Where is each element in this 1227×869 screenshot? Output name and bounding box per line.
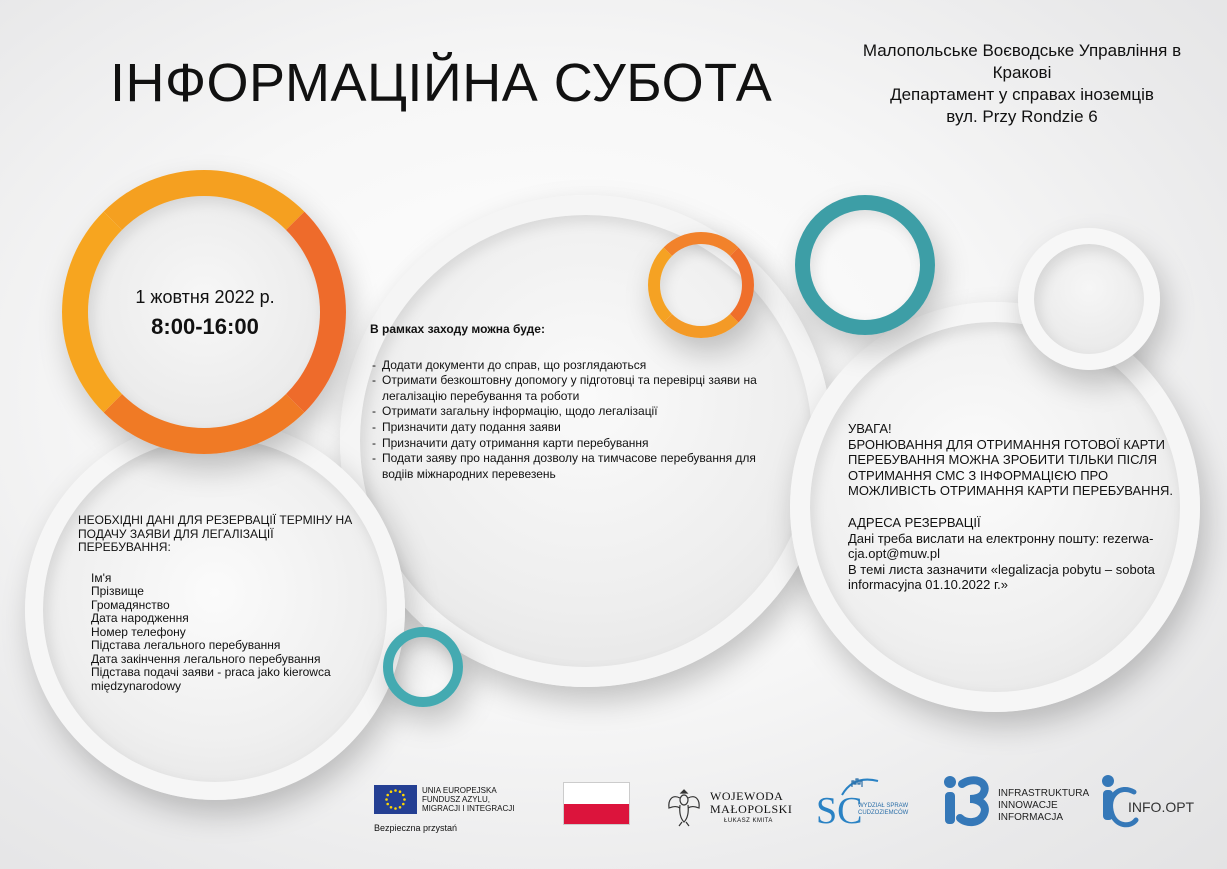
list-item: - Призначити дату отримання карти перебування — [370, 436, 772, 452]
teal-ring — [795, 195, 935, 335]
sc-logo — [816, 775, 916, 833]
notice-block — [848, 421, 1178, 593]
org-line-1: Малопольське Воєводське Управління в — [862, 41, 1182, 60]
wojewoda-text — [710, 790, 792, 816]
event-time: 8:00-16:00 — [151, 314, 259, 339]
org-line-3: Департамент у справах іноземців — [890, 85, 1154, 104]
list-item: Дата закінчення легального перебування — [91, 651, 321, 666]
small-white-ring — [1018, 228, 1160, 370]
services-heading: В рамках заходу можна буде: — [370, 322, 545, 336]
event-date-block — [90, 287, 320, 340]
list-item: - Отримати безкоштовну допомогу у підготовці та перевірці заяви на легалізацію перебування та роботи — [370, 373, 772, 404]
wojewoda-logo — [666, 786, 796, 830]
list-item: Підстава подачі заяви - praca jako kierowca międzynarodowy — [91, 665, 331, 693]
eu-line-1: UNIA EUROPEJSKA — [422, 786, 497, 795]
address-title: АДРЕСА РЕЗЕРВАЦІЇ — [848, 514, 981, 530]
required-data-block — [78, 514, 353, 693]
event-date: 1 жовтня 2022 р. — [135, 287, 275, 307]
eu-flag-icon — [374, 785, 417, 814]
list-item: Підстава легального перебування — [91, 638, 281, 652]
subject-text: В темі листа зазначити «legalizacja pobytu – sobota informacyjna 01.10.2022 г.» — [848, 561, 1155, 593]
org-line-4: вул. Przy Rondzie 6 — [946, 107, 1098, 126]
wojewoda-name: ŁUKASZ KMITA — [724, 818, 773, 824]
i3-mark-icon — [940, 774, 996, 828]
eagle-emblem-icon — [666, 786, 702, 828]
i3-line-1: INFRASTRUKTURA — [998, 788, 1090, 799]
list-item: - Подати заяву про надання дозволу на тимчасове перебування для водіів міжнародних перевезень — [370, 451, 772, 482]
eu-line-2: FUNDUSZ AZYLU, — [422, 795, 491, 804]
warning-title: УВАГА! — [848, 421, 892, 436]
eu-text — [422, 786, 532, 813]
address-text: Дані треба вислати на електронну пошту: rezerwa-cja.opt@muw.pl — [848, 530, 1154, 562]
organization-block — [842, 40, 1202, 128]
sc-text — [858, 803, 908, 817]
eu-subtitle: Bezpieczna przystań — [374, 823, 458, 833]
list-item: Ім'я — [91, 570, 112, 585]
small-teal-ring — [383, 627, 463, 707]
i3-logo — [940, 772, 1090, 828]
list-item: Прізвище — [91, 584, 144, 598]
warning-text: БРОНЮВАННЯ ДЛЯ ОТРИМАННЯ ГОТОВОЇ КАРТИ ПЕРЕБУВАННЯ МОЖНА ЗРОБИТИ ТІЛЬКИ ПІСЛЯ ОТРИМАННЯ СМС З ІНФОРМАЦІЄЮ ПРО МОЖЛИВІСТЬ ОТРИМАННЯ КАРТИ ПЕРЕБУВАННЯ. — [848, 436, 1173, 499]
eu-line-3: MIGRACJI I INTEGRACJI — [422, 804, 515, 813]
sc-line-2: CUDZOZIEMCÓW — [858, 810, 909, 816]
list-item: Громадянство — [91, 597, 170, 612]
list-item: - Додати документи до справ, що розглядаються — [370, 358, 772, 374]
org-line-2: Кракові — [992, 63, 1052, 82]
sc-line-1: WYDZIAŁ SPRAW — [858, 803, 909, 809]
info-opt-text: INFO.OPT — [1128, 799, 1195, 815]
wojewoda-line-1: WOJEWODA — [710, 789, 784, 803]
i3-line-3: INFORMACJA — [998, 812, 1063, 823]
list-item: Дата народження — [91, 611, 189, 625]
warning-block — [848, 421, 1178, 499]
sc-letters: SC — [816, 790, 863, 832]
i3-text — [998, 788, 1089, 824]
i3-line-2: INNOWACJE — [998, 800, 1058, 811]
info-opt-logo — [1098, 772, 1208, 828]
wojewoda-line-2: MAŁOPOLSKI — [710, 802, 793, 816]
page-title: ІНФОРМАЦІЙНА СУБОТА — [110, 53, 773, 113]
list-item: - Призначити дату подання заяви — [370, 420, 772, 436]
services-list — [370, 358, 772, 483]
services-block — [370, 322, 772, 482]
required-data-heading: НЕОБХІДНІ ДАНІ ДЛЯ РЕЗЕРВАЦІЇ ТЕРМІНУ НА ПОДАЧУ ЗАЯВИ ДЛЯ ЛЕГАЛІЗАЦІЇ ПЕРЕБУВАННЯ: — [78, 513, 353, 554]
list-item: Номер телефону — [91, 624, 186, 639]
polish-flag-icon — [563, 782, 630, 825]
list-item: - Отримати загальну інформацію, щодо легалізації — [370, 404, 772, 420]
required-data-list — [78, 572, 353, 694]
